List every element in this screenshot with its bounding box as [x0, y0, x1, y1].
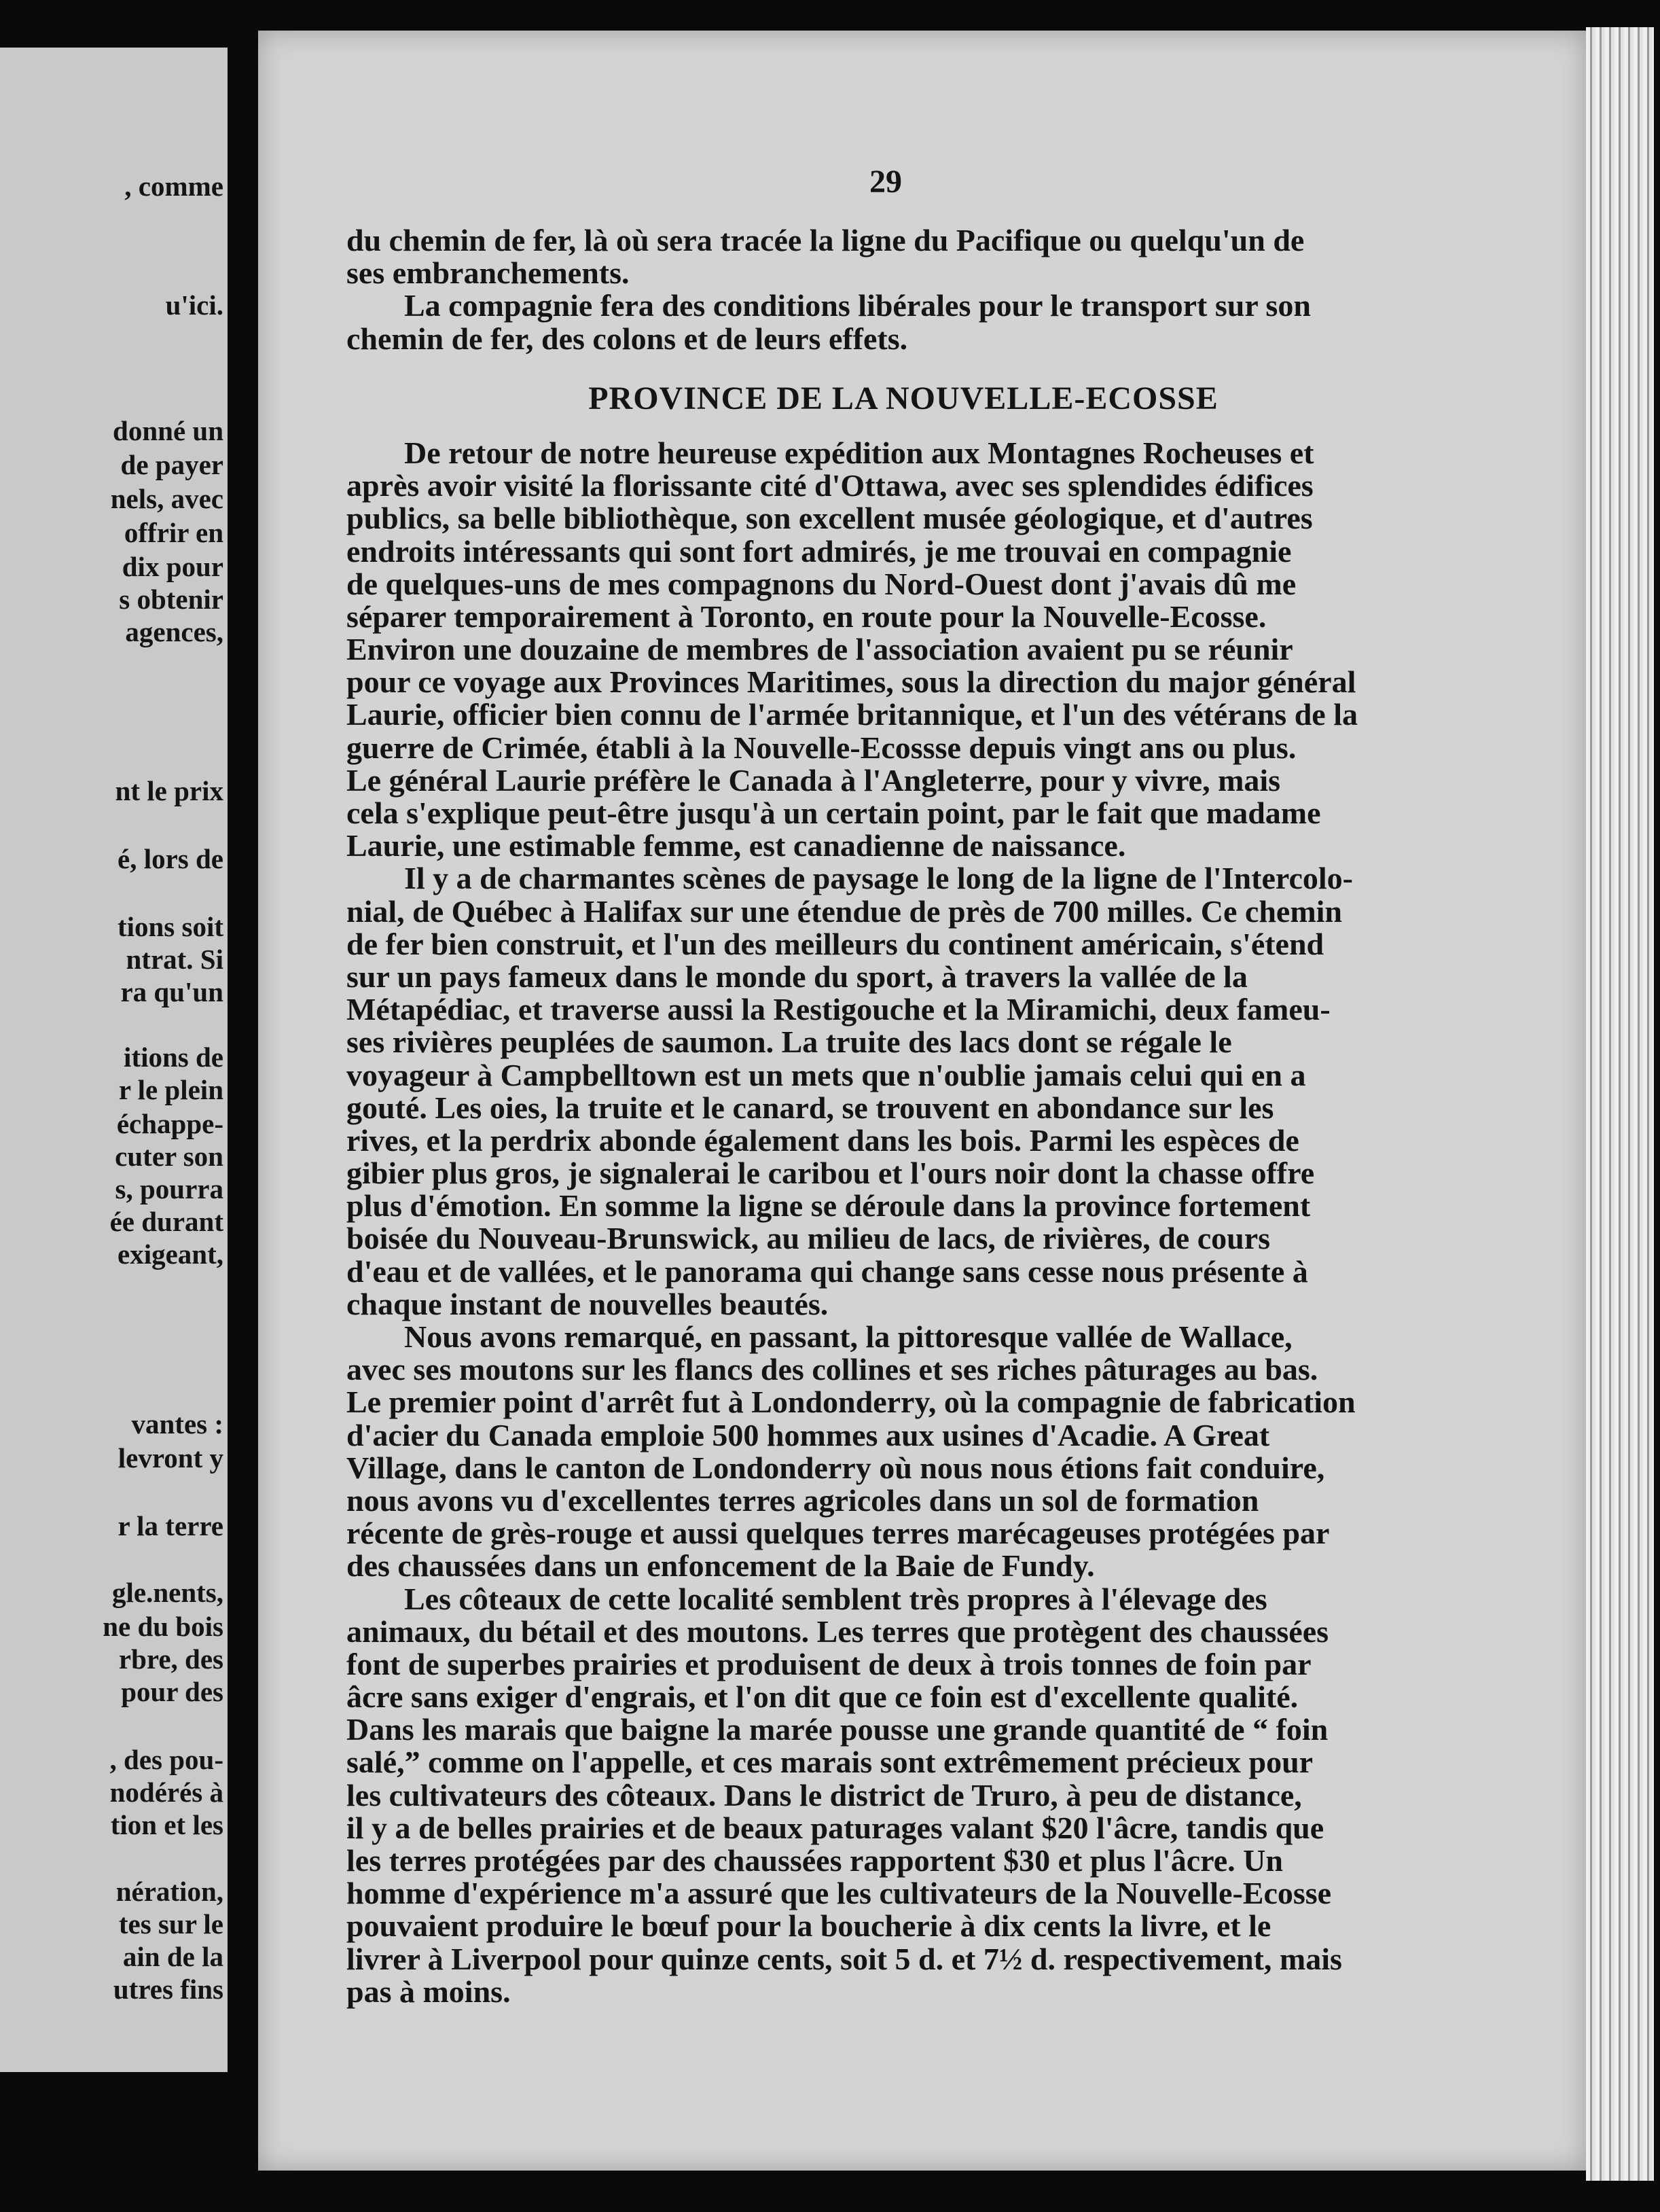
facing-page-line: exigeant, — [118, 1238, 223, 1270]
facing-page-line: échappe- — [116, 1108, 223, 1139]
facing-page-line: vantes : — [131, 1408, 223, 1440]
text-line: gouté. Les oies, la truite et le canard, se trouvent en abondance sur les — [346, 1090, 1274, 1125]
section-heading: PROVINCE DE LA NOUVELLE-ECOSSE — [588, 380, 1219, 416]
text-line: homme d'expérience m'a assuré que les cultivateurs de la Nouvelle-Ecosse — [346, 1876, 1332, 1911]
facing-page-line: s obtenir — [119, 584, 223, 615]
facing-page-line: ntrat. Si — [126, 944, 223, 975]
facing-page-line: s, pourra — [115, 1173, 223, 1205]
facing-page-line: r le plein — [118, 1074, 223, 1105]
facing-page-line: tions soit — [117, 911, 223, 942]
text-line: livrer à Liverpool pour quinze cents, soit 5 d. et 7½ d. respectivement, mais — [346, 1941, 1342, 1976]
body-text — [346, 224, 1460, 2008]
text-line: guerre de Crimée, établi à la Nouvelle-Ecossse depuis vingt ans ou plus. — [346, 730, 1297, 765]
text-line: les cultivateurs des côteaux. Dans le district de Truro, à peu de distance, — [346, 1777, 1302, 1813]
facing-page-line: u'ici. — [165, 289, 223, 321]
facing-page-line: levront y — [118, 1442, 223, 1474]
facing-page-line: r la terre — [118, 1510, 223, 1541]
text-line: des chaussées dans un enfoncement de la Baie de Fundy. — [346, 1548, 1095, 1584]
text-line: Les côteaux de cette localité semblent très propres à l'élevage des — [404, 1581, 1267, 1616]
text-line: boisée du Nouveau-Brunswick, au milieu de lacs, de rivières, de cours — [346, 1221, 1271, 1256]
facing-page-fragment — [0, 48, 228, 2072]
text-line: d'acier du Canada emploie 500 hommes aux usines d'Acadie. A Great — [346, 1417, 1270, 1452]
facing-page-line: , des pou- — [109, 1744, 223, 1775]
text-line: chemin de fer, des colons et de leurs effets. — [346, 321, 908, 356]
text-line: Nous avons remarqué, en passant, la pittoresque vallée de Wallace, — [404, 1319, 1293, 1354]
facing-page-line: ée durant — [109, 1206, 223, 1237]
facing-page-line: ain de la — [122, 1941, 223, 1972]
facing-page-line: , comme — [124, 171, 223, 202]
text-line: Environ une douzaine de membres de l'association avaient pu se réunir — [346, 632, 1293, 667]
text-line: Village, dans le canton de Londonderry où nous nous étions fait conduire, — [346, 1450, 1325, 1485]
facing-page-line: utres fins — [113, 1974, 223, 2005]
text-line: récente de grès-rouge et aussi quelques terres marécageuses protégées par — [346, 1516, 1330, 1551]
text-line: du chemin de fer, là où sera tracée la ligne du Pacifique ou quelqu'un de — [346, 223, 1305, 257]
text-line: Il y a de charmantes scènes de paysage le long de la ligne de l'Intercolo- — [404, 861, 1353, 896]
text-line: après avoir visité la florissante cité d'Ottawa, avec ses splendides édifices — [346, 468, 1314, 503]
book-gutter — [228, 0, 258, 2212]
facing-page-line: rbre, des — [118, 1643, 223, 1675]
text-line: séparer temporairement à Toronto, en route pour la Nouvelle-Ecosse. — [346, 599, 1267, 634]
text-line: les terres protégées par des chaussées rapportent $30 et plus l'âcre. Un — [346, 1843, 1283, 1878]
text-line: nial, de Québec à Halifax sur une étendue de près de 700 milles. Ce chemin — [346, 893, 1343, 929]
facing-page-line: pour des — [121, 1676, 223, 1707]
page-number: 29 — [869, 164, 902, 200]
facing-page-line: ne du bois — [103, 1611, 223, 1642]
facing-page-line: tes sur le — [118, 1908, 223, 1940]
facing-page-line: itions de — [124, 1041, 223, 1073]
facing-page-line: de payer — [120, 449, 223, 480]
text-line: salé,” comme on l'appelle, et ces marais sont extrêmement précieux pour — [346, 1745, 1314, 1780]
facing-page-line: nt le prix — [115, 775, 223, 806]
text-line: nous avons vu d'excellentes terres agricoles dans un sol de formation — [346, 1482, 1259, 1518]
facing-page-line: gle.nents, — [112, 1577, 223, 1608]
text-line: Le premier point d'arrêt fut à Londonderry, où la compagnie de fabrication — [346, 1385, 1356, 1420]
text-line: publics, sa belle bibliothèque, son excellent musée géologique, et d'autres — [346, 501, 1313, 536]
text-line: chaque instant de nouvelles beautés. — [346, 1286, 829, 1321]
text-line: De retour de notre heureuse expédition aux Montagnes Rocheuses et — [404, 435, 1314, 470]
text-line: rives, et la perdrix abonde également dans les bois. Parmi les espèces de — [346, 1122, 1299, 1158]
text-line: avec ses moutons sur les flancs des collines et ses riches pâturages au bas. — [346, 1352, 1318, 1387]
text-line: il y a de belles prairies et de beaux paturages valant $20 l'âcre, tandis que — [346, 1810, 1324, 1845]
facing-page-line: agences, — [125, 616, 223, 647]
facing-page-line: nels, avec — [110, 483, 223, 514]
facing-page-line: ra qu'un — [120, 976, 223, 1007]
text-line: Le général Laurie préfère le Canada à l'Angleterre, pour y vivre, mais — [346, 762, 1281, 798]
facing-page-line: nération, — [115, 1876, 223, 1907]
text-line: plus d'émotion. En somme la ligne se déroule dans la province fortement — [346, 1188, 1311, 1224]
text-line: endroits intéressants qui sont fort admirés, je me trouvai en compagnie — [346, 533, 1292, 569]
text-line: font de superbes prairies et produisent de deux à trois tonnes de foin par — [346, 1646, 1312, 1681]
facing-page-line: nodérés à — [109, 1777, 223, 1808]
facing-page-line: é, lors de — [118, 843, 223, 874]
text-line: Métapédiac, et traverse aussi la Restigouche et la Miramichi, deux fameu- — [346, 992, 1331, 1027]
text-line: âcre sans exiger d'engrais, et l'on dit que ce foin est d'excellente qualité. — [346, 1679, 1299, 1715]
text-line: La compagnie fera des conditions libérales pour le transport sur son — [404, 288, 1311, 323]
text-line: ses rivières peuplées de saumon. La truite des lacs dont se régale le — [346, 1024, 1232, 1060]
facing-page-line: dix pour — [122, 551, 223, 582]
facing-page-line: tion et les — [110, 1809, 223, 1840]
text-line: gibier plus gros, je signalerai le caribou et l'ours noir dont la chasse offre — [346, 1156, 1315, 1191]
text-line: ses embranchements. — [346, 255, 630, 291]
text-line: voyageur à Campbelltown est un mets que n'oublie jamais celui qui en a — [346, 1057, 1306, 1092]
page-edges — [1586, 27, 1654, 2181]
text-line: sur un pays fameux dans le monde du sport, à travers la vallée de la — [346, 959, 1248, 994]
text-line: pour ce voyage aux Provinces Maritimes, sous la direction du major général — [346, 664, 1356, 700]
text-line: animaux, du bétail et des moutons. Les terres que protègent des chaussées — [346, 1613, 1329, 1649]
text-line: cela s'explique peut-être jusqu'à un certain point, par le fait que madame — [346, 796, 1321, 830]
text-line: pouvaient produire le bœuf pour la boucherie à dix cents la livre, et le — [346, 1908, 1271, 1944]
text-line: de quelques-uns de mes compagnons du Nord-Ouest dont j'avais dû me — [346, 566, 1297, 601]
text-line: de fer bien construit, et l'un des meilleurs du continent américain, s'étend — [346, 926, 1324, 961]
text-line: Dans les marais que baigne la marée pousse une grande quantité de “ foin — [346, 1712, 1329, 1747]
text-line: Laurie, une estimable femme, est canadienne de naissance. — [346, 828, 1126, 863]
facing-page-line: cuter son — [115, 1141, 223, 1172]
text-line: pas à moins. — [346, 1974, 511, 2009]
text-line: Laurie, officier bien connu de l'armée britannique, et l'un des vétérans de la — [346, 697, 1358, 732]
facing-page-line: donné un — [113, 415, 223, 446]
facing-page-line: offrir en — [124, 517, 223, 548]
text-line: d'eau et de vallées, et le panorama qui change sans cesse nous présente à — [346, 1253, 1308, 1289]
